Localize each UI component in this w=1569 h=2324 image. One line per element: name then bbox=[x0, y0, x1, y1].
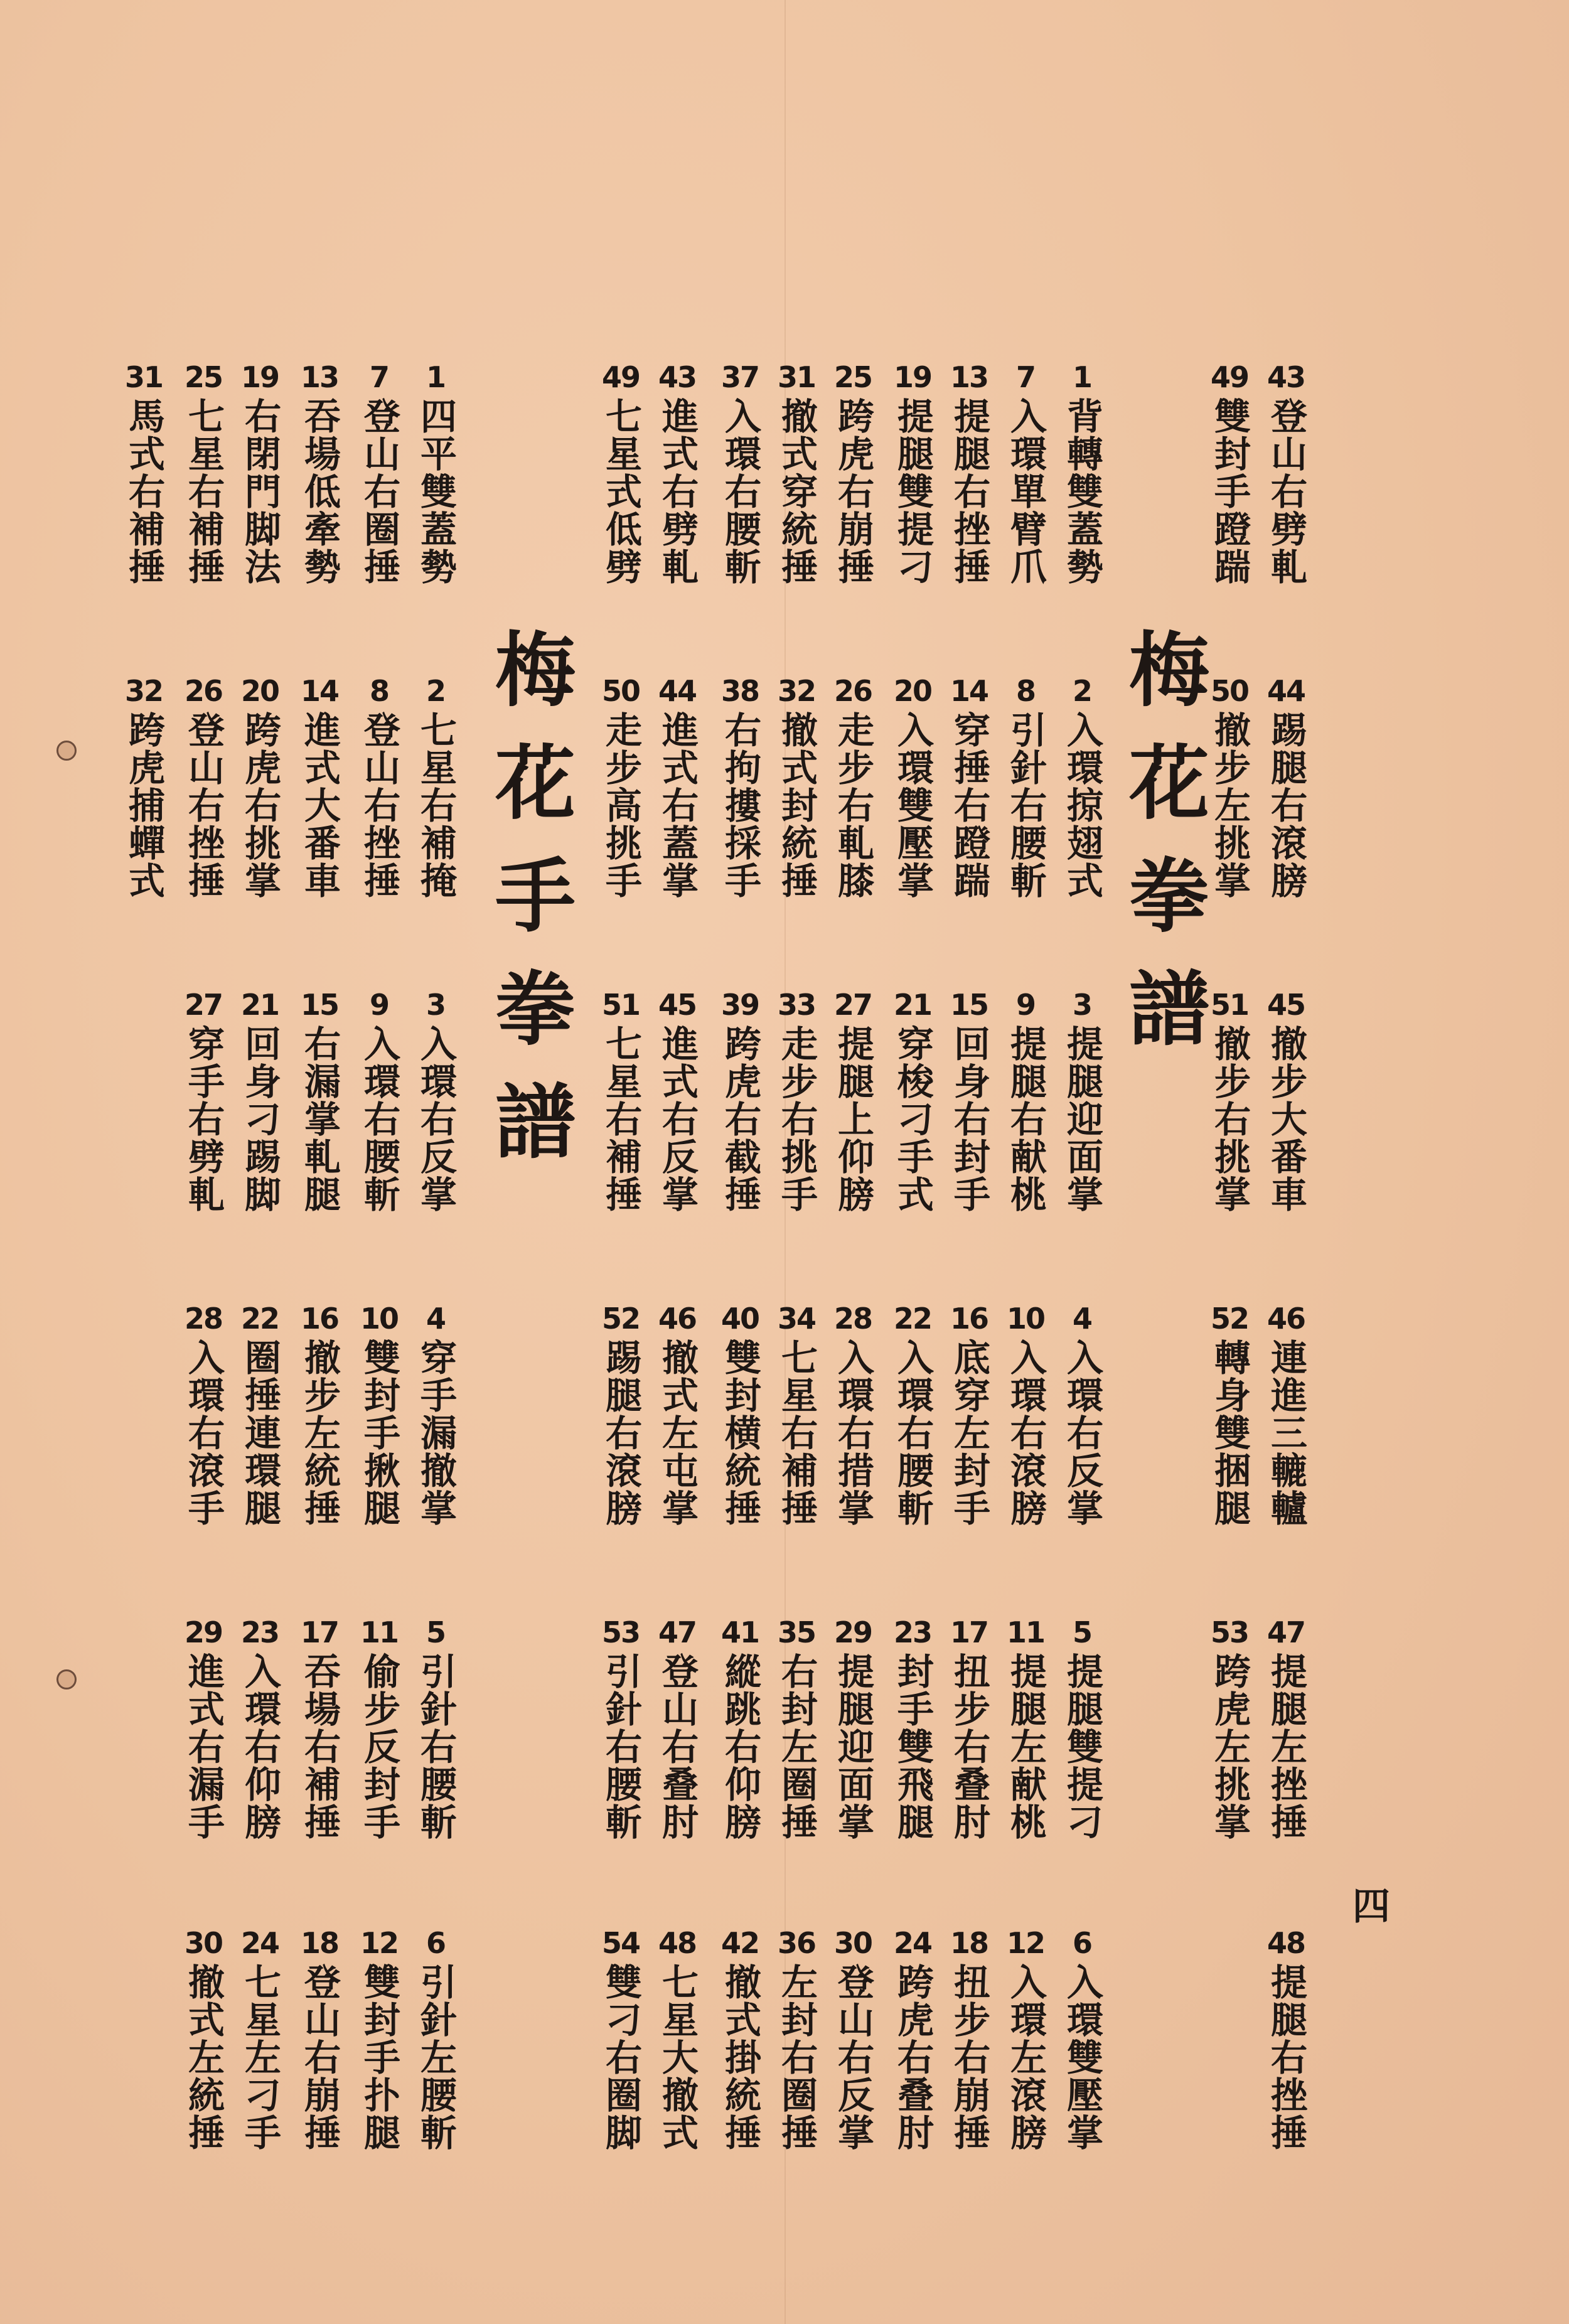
entry-number: 54 bbox=[601, 1926, 640, 1960]
entry-number: 29 bbox=[184, 1615, 222, 1649]
entry-text: 扭步右崩捶 bbox=[948, 1963, 990, 2151]
continuation-entry bbox=[1202, 1302, 1257, 1527]
entry-number: 46 bbox=[658, 1302, 696, 1336]
entry-number: 29 bbox=[833, 1615, 872, 1649]
entry-number: 2 bbox=[1072, 674, 1091, 708]
continuation-entry bbox=[1258, 1927, 1314, 2151]
entry-number: 5 bbox=[426, 1615, 445, 1649]
entry-text: 撤式左統捶 bbox=[182, 1963, 225, 2151]
mh-quanpu-entry bbox=[998, 361, 1053, 586]
entry-text: 撤式封統捶 bbox=[775, 711, 818, 899]
entry-number: 12 bbox=[360, 1926, 398, 1960]
mh-quanpu-entry bbox=[769, 1616, 824, 1841]
mh-quanpu-entry bbox=[1054, 1616, 1110, 1841]
entry-text: 入環右措掌 bbox=[832, 1339, 874, 1527]
entry-number: 13 bbox=[950, 360, 988, 394]
entry-number: 30 bbox=[833, 1926, 872, 1960]
mh-quanpu-entry bbox=[941, 675, 997, 899]
entry-number: 7 bbox=[369, 360, 388, 394]
mh-shouquanpu-entry bbox=[176, 988, 231, 1213]
entry-text: 七星式低劈 bbox=[599, 397, 642, 586]
entry-number: 43 bbox=[658, 360, 696, 394]
entry-number: 52 bbox=[1210, 1302, 1248, 1336]
mh-quanpu-entry bbox=[885, 1616, 940, 1841]
mh-shouquanpu-entry bbox=[232, 988, 287, 1213]
entry-number: 12 bbox=[1006, 1926, 1044, 1960]
entry-number: 28 bbox=[184, 1302, 222, 1336]
entry-number: 42 bbox=[720, 1926, 759, 1960]
entry-number: 10 bbox=[1006, 1302, 1044, 1336]
entry-number: 1 bbox=[426, 360, 445, 394]
mh-quanpu-entry bbox=[941, 1927, 997, 2151]
entry-text: 入環單臂爪 bbox=[1004, 397, 1047, 586]
continuation-entry bbox=[1258, 361, 1314, 586]
continuation-entry bbox=[1258, 988, 1314, 1213]
entry-number: 20 bbox=[240, 674, 279, 708]
entry-number: 6 bbox=[426, 1926, 445, 1960]
entry-text: 走步右軋膝 bbox=[832, 711, 874, 899]
entry-text: 吞場低牽勢 bbox=[298, 397, 341, 586]
entry-text: 穿手漏撤掌 bbox=[414, 1339, 457, 1527]
entry-text: 進式右劈軋 bbox=[656, 397, 699, 586]
mh-quanpu-entry bbox=[712, 361, 768, 586]
entry-number: 25 bbox=[833, 360, 872, 394]
entry-number: 8 bbox=[1015, 674, 1035, 708]
entry-text: 偷步反封手 bbox=[358, 1652, 400, 1841]
entry-number: 5 bbox=[1072, 1615, 1091, 1649]
entry-text: 提腿左献桃 bbox=[1004, 1652, 1047, 1841]
entry-number: 35 bbox=[777, 1615, 815, 1649]
entry-number: 11 bbox=[1006, 1615, 1044, 1649]
entry-number: 8 bbox=[369, 674, 388, 708]
mh-quanpu-entry bbox=[941, 1616, 997, 1841]
heading-meihua-quanpu: 梅花拳譜 bbox=[1115, 628, 1209, 1079]
entry-text: 回身右封手 bbox=[948, 1025, 990, 1213]
mh-shouquanpu-entry bbox=[116, 361, 171, 586]
entry-text: 提腿右挫捶 bbox=[1265, 1963, 1307, 2151]
entry-text: 縱跳右仰膀 bbox=[719, 1652, 761, 1841]
entry-number: 48 bbox=[658, 1926, 696, 1960]
mh-quanpu-entry bbox=[825, 361, 881, 586]
mh-shouquanpu-entry bbox=[408, 361, 463, 586]
entry-number: 24 bbox=[893, 1926, 931, 1960]
mh-shouquanpu-entry bbox=[351, 1302, 407, 1527]
entry-text: 踢腿右滾膀 bbox=[599, 1339, 642, 1527]
entry-text: 跨虎右叠肘 bbox=[891, 1963, 934, 2151]
entry-number: 39 bbox=[720, 988, 759, 1022]
entry-text: 入環右反掌 bbox=[1061, 1339, 1103, 1527]
entry-text: 七星右補捶 bbox=[599, 1025, 642, 1213]
entry-number: 16 bbox=[950, 1302, 988, 1336]
continuation-entry bbox=[1202, 361, 1257, 586]
entry-text: 撤步左統捶 bbox=[298, 1339, 341, 1527]
mh-shouquanpu-entry bbox=[408, 1616, 463, 1841]
mh-shouquanpu-entry bbox=[292, 675, 347, 899]
entry-text: 入環左滾膀 bbox=[1004, 1963, 1047, 2151]
entry-number: 47 bbox=[658, 1615, 696, 1649]
entry-number: 49 bbox=[1210, 360, 1248, 394]
entry-text: 走步右挑手 bbox=[775, 1025, 818, 1213]
entry-text: 跨虎左挑掌 bbox=[1208, 1652, 1251, 1841]
entry-text: 登山右挫捶 bbox=[358, 711, 400, 899]
mh-quanpu-entry bbox=[650, 988, 705, 1213]
mh-quanpu-entry bbox=[593, 988, 648, 1213]
mh-shouquanpu-entry bbox=[408, 675, 463, 899]
entry-text: 入環掠翅式 bbox=[1061, 711, 1103, 899]
mh-quanpu-entry bbox=[769, 988, 824, 1213]
binding-hole bbox=[56, 1669, 77, 1689]
entry-text: 雙封手扑腿 bbox=[358, 1963, 400, 2151]
mh-quanpu-entry bbox=[885, 988, 940, 1213]
entry-text: 雙封手揪腿 bbox=[358, 1339, 400, 1527]
entry-number: 17 bbox=[950, 1615, 988, 1649]
entry-text: 提腿迎面掌 bbox=[832, 1652, 874, 1841]
entry-number: 21 bbox=[240, 988, 279, 1022]
mh-quanpu-entry bbox=[593, 1302, 648, 1527]
entry-number: 17 bbox=[300, 1615, 338, 1649]
entry-number: 38 bbox=[720, 674, 759, 708]
entry-text: 雙刁右圈脚 bbox=[599, 1963, 642, 2151]
entry-text: 撤步右挑掌 bbox=[1208, 1025, 1251, 1213]
entry-text: 穿捶右蹬踹 bbox=[948, 711, 990, 899]
mh-shouquanpu-entry bbox=[292, 988, 347, 1213]
entry-text: 踢腿右滾膀 bbox=[1265, 711, 1307, 899]
entry-text: 進式右反掌 bbox=[656, 1025, 699, 1213]
entry-text: 雙封手蹬踹 bbox=[1208, 397, 1251, 586]
continuation-entry bbox=[1202, 1616, 1257, 1841]
entry-text: 入環右滾膀 bbox=[1004, 1339, 1047, 1527]
mh-shouquanpu-entry bbox=[116, 675, 171, 899]
heading-meihua-shouquanpu: 梅花手拳譜 bbox=[481, 628, 576, 1192]
entry-text: 提腿雙提刁 bbox=[891, 397, 934, 586]
entry-number: 31 bbox=[124, 360, 163, 394]
entry-text: 撤式左屯掌 bbox=[656, 1339, 699, 1527]
mh-quanpu-entry bbox=[650, 361, 705, 586]
mh-quanpu-entry bbox=[885, 675, 940, 899]
mh-shouquanpu-entry bbox=[351, 988, 407, 1213]
entry-number: 21 bbox=[893, 988, 931, 1022]
entry-text: 轉身雙捆腿 bbox=[1208, 1339, 1251, 1527]
mh-quanpu-entry bbox=[593, 1927, 648, 2151]
entry-number: 50 bbox=[1210, 674, 1248, 708]
entry-number: 44 bbox=[658, 674, 696, 708]
entry-text: 背轉雙蓋勢 bbox=[1061, 397, 1103, 586]
entry-number: 23 bbox=[893, 1615, 931, 1649]
entry-number: 14 bbox=[950, 674, 988, 708]
entry-number: 24 bbox=[240, 1926, 279, 1960]
mh-shouquanpu-entry bbox=[176, 361, 231, 586]
entry-number: 4 bbox=[1072, 1302, 1091, 1336]
mh-quanpu-entry bbox=[825, 1302, 881, 1527]
mh-quanpu-entry bbox=[941, 361, 997, 586]
mh-shouquanpu-entry bbox=[351, 675, 407, 899]
entry-number: 27 bbox=[833, 988, 872, 1022]
entry-number: 33 bbox=[777, 988, 815, 1022]
entry-number: 4 bbox=[426, 1302, 445, 1336]
entry-text: 跨虎捕蟬式 bbox=[122, 711, 165, 899]
entry-text: 進式右蓋掌 bbox=[656, 711, 699, 899]
entry-text: 四平雙蓋勢 bbox=[414, 397, 457, 586]
entry-number: 9 bbox=[1015, 988, 1035, 1022]
entry-text: 七星大撤式 bbox=[656, 1963, 699, 2151]
mh-shouquanpu-entry bbox=[351, 361, 407, 586]
mh-quanpu-entry bbox=[650, 1616, 705, 1841]
mh-quanpu-entry bbox=[650, 675, 705, 899]
entry-text: 右封左圈捶 bbox=[775, 1652, 818, 1841]
entry-text: 入環雙壓掌 bbox=[1061, 1963, 1103, 2151]
entry-number: 40 bbox=[720, 1302, 759, 1336]
entry-text: 提腿右挫捶 bbox=[948, 397, 990, 586]
entry-number: 46 bbox=[1266, 1302, 1305, 1336]
mh-quanpu-entry bbox=[885, 1927, 940, 2151]
mh-quanpu-entry bbox=[712, 988, 768, 1213]
entry-number: 10 bbox=[360, 1302, 398, 1336]
entry-text: 登山右圈捶 bbox=[358, 397, 400, 586]
page-number: 四 bbox=[1352, 1885, 1390, 1929]
entry-number: 15 bbox=[950, 988, 988, 1022]
mh-quanpu-entry bbox=[885, 361, 940, 586]
mh-shouquanpu-entry bbox=[408, 1927, 463, 2151]
entry-number: 22 bbox=[240, 1302, 279, 1336]
entry-number: 3 bbox=[1072, 988, 1091, 1022]
entry-number: 52 bbox=[601, 1302, 640, 1336]
entry-number: 53 bbox=[601, 1615, 640, 1649]
entry-text: 穿梭刁手式 bbox=[891, 1025, 934, 1213]
entry-number: 14 bbox=[300, 674, 338, 708]
entry-text: 七星左刁手 bbox=[238, 1963, 281, 2151]
mh-shouquanpu-entry bbox=[351, 1927, 407, 2151]
mh-quanpu-entry bbox=[593, 361, 648, 586]
entry-text: 七星右補掩 bbox=[414, 711, 457, 899]
mh-quanpu-entry bbox=[1054, 361, 1110, 586]
entry-number: 18 bbox=[950, 1926, 988, 1960]
entry-number: 51 bbox=[601, 988, 640, 1022]
entry-text: 引針右腰斬 bbox=[599, 1652, 642, 1841]
entry-text: 提腿上仰膀 bbox=[832, 1025, 874, 1213]
entry-number: 41 bbox=[720, 1615, 759, 1649]
mh-quanpu-entry bbox=[769, 1927, 824, 2151]
entry-number: 48 bbox=[1266, 1926, 1305, 1960]
entry-text: 右閉門脚法 bbox=[238, 397, 281, 586]
mh-quanpu-entry bbox=[885, 1302, 940, 1527]
entry-text: 七星右補捶 bbox=[775, 1339, 818, 1527]
entry-number: 9 bbox=[369, 988, 388, 1022]
mh-quanpu-entry bbox=[769, 1302, 824, 1527]
mh-quanpu-entry bbox=[712, 1616, 768, 1841]
entry-text: 入環右腰斬 bbox=[891, 1339, 934, 1527]
continuation-entry bbox=[1258, 675, 1314, 899]
entry-text: 登山右叠肘 bbox=[656, 1652, 699, 1841]
entry-number: 15 bbox=[300, 988, 338, 1022]
entry-text: 跨虎右挑掌 bbox=[238, 711, 281, 899]
entry-text: 吞場右補捶 bbox=[298, 1652, 341, 1841]
entry-text: 回身刁踢脚 bbox=[238, 1025, 281, 1213]
mh-shouquanpu-entry bbox=[176, 1302, 231, 1527]
mh-shouquanpu-entry bbox=[292, 1616, 347, 1841]
entry-text: 穿手右劈軋 bbox=[182, 1025, 225, 1213]
entry-number: 49 bbox=[601, 360, 640, 394]
entry-text: 進式大番車 bbox=[298, 711, 341, 899]
entry-text: 圈捶連環腿 bbox=[238, 1339, 281, 1527]
entry-text: 跨虎右崩捶 bbox=[832, 397, 874, 586]
entry-number: 44 bbox=[1266, 674, 1305, 708]
mh-quanpu-entry bbox=[1054, 1302, 1110, 1527]
mh-quanpu-entry bbox=[712, 675, 768, 899]
entry-number: 1 bbox=[1072, 360, 1091, 394]
entry-text: 左封右圈捶 bbox=[775, 1963, 818, 2151]
continuation-entry bbox=[1258, 1616, 1314, 1841]
entry-text: 底穿左封手 bbox=[948, 1339, 990, 1527]
mh-quanpu-entry bbox=[1054, 675, 1110, 899]
entry-text: 引針左腰斬 bbox=[414, 1963, 457, 2151]
entry-number: 45 bbox=[1266, 988, 1305, 1022]
entry-number: 11 bbox=[360, 1615, 398, 1649]
entry-text: 提腿右献桃 bbox=[1004, 1025, 1047, 1213]
entry-text: 入環雙壓掌 bbox=[891, 711, 934, 899]
entry-number: 32 bbox=[777, 674, 815, 708]
mh-quanpu-entry bbox=[998, 1616, 1053, 1841]
entry-text: 登山右劈軋 bbox=[1265, 397, 1307, 586]
entry-number: 45 bbox=[658, 988, 696, 1022]
entry-text: 入環右滾手 bbox=[182, 1339, 225, 1527]
mh-quanpu-entry bbox=[998, 1302, 1053, 1527]
mh-quanpu-entry bbox=[941, 1302, 997, 1527]
mh-shouquanpu-entry bbox=[408, 1302, 463, 1527]
entry-text: 提腿左挫捶 bbox=[1265, 1652, 1307, 1841]
entry-number: 18 bbox=[300, 1926, 338, 1960]
mh-shouquanpu-entry bbox=[351, 1616, 407, 1841]
mh-shouquanpu-entry bbox=[232, 1302, 287, 1527]
mh-quanpu-entry bbox=[1054, 1927, 1110, 2151]
mh-shouquanpu-entry bbox=[292, 361, 347, 586]
mh-quanpu-entry bbox=[593, 675, 648, 899]
entry-number: 22 bbox=[893, 1302, 931, 1336]
mh-shouquanpu-entry bbox=[232, 1927, 287, 2151]
mh-quanpu-entry bbox=[769, 675, 824, 899]
entry-number: 53 bbox=[1210, 1615, 1248, 1649]
mh-quanpu-entry bbox=[825, 1616, 881, 1841]
entry-number: 23 bbox=[240, 1615, 279, 1649]
mh-shouquanpu-entry bbox=[292, 1927, 347, 2151]
entry-text: 封手雙飛腿 bbox=[891, 1652, 934, 1841]
entry-number: 19 bbox=[893, 360, 931, 394]
mh-quanpu-entry bbox=[593, 1616, 648, 1841]
mh-quanpu-entry bbox=[712, 1927, 768, 2151]
entry-text: 登山右反掌 bbox=[832, 1963, 874, 2151]
entry-text: 入環右反掌 bbox=[414, 1025, 457, 1213]
entry-text: 入環右腰斬 bbox=[358, 1025, 400, 1213]
entry-number: 20 bbox=[893, 674, 931, 708]
mh-shouquanpu-entry bbox=[292, 1302, 347, 1527]
entry-number: 37 bbox=[720, 360, 759, 394]
entry-text: 跨虎右截捶 bbox=[719, 1025, 761, 1213]
binding-hole bbox=[56, 741, 77, 761]
entry-number: 51 bbox=[1210, 988, 1248, 1022]
entry-number: 47 bbox=[1266, 1615, 1305, 1649]
entry-text: 馬式右補捶 bbox=[122, 397, 165, 586]
mh-quanpu-entry bbox=[650, 1302, 705, 1527]
entry-text: 提腿迎面掌 bbox=[1061, 1025, 1103, 1213]
entry-text: 右漏掌軋腿 bbox=[298, 1025, 341, 1213]
entry-text: 登山右崩捶 bbox=[298, 1963, 341, 2151]
entry-text: 雙封横統捶 bbox=[719, 1339, 761, 1527]
entry-text: 撤式掛統捶 bbox=[719, 1963, 761, 2151]
entry-number: 50 bbox=[601, 674, 640, 708]
mh-quanpu-entry bbox=[1054, 988, 1110, 1213]
entry-number: 28 bbox=[833, 1302, 872, 1336]
entry-number: 32 bbox=[124, 674, 163, 708]
entry-number: 26 bbox=[833, 674, 872, 708]
mh-quanpu-entry bbox=[650, 1927, 705, 2151]
entry-number: 2 bbox=[426, 674, 445, 708]
entry-text: 撤式穿統捶 bbox=[775, 397, 818, 586]
entry-number: 27 bbox=[184, 988, 222, 1022]
entry-number: 26 bbox=[184, 674, 222, 708]
mh-shouquanpu-entry bbox=[408, 988, 463, 1213]
entry-text: 七星右補捶 bbox=[182, 397, 225, 586]
entry-text: 連進三轆轤 bbox=[1265, 1339, 1307, 1527]
entry-number: 6 bbox=[1072, 1926, 1091, 1960]
mh-quanpu-entry bbox=[825, 988, 881, 1213]
mh-shouquanpu-entry bbox=[232, 675, 287, 899]
mh-shouquanpu-entry bbox=[232, 361, 287, 586]
entry-text: 提腿雙提刁 bbox=[1061, 1652, 1103, 1841]
mh-shouquanpu-entry bbox=[176, 1616, 231, 1841]
entry-text: 登山右挫捶 bbox=[182, 711, 225, 899]
entry-text: 進式右漏手 bbox=[182, 1652, 225, 1841]
entry-text: 引針右腰斬 bbox=[414, 1652, 457, 1841]
mh-quanpu-entry bbox=[998, 1927, 1053, 2151]
entry-number: 34 bbox=[777, 1302, 815, 1336]
entry-number: 31 bbox=[777, 360, 815, 394]
entry-text: 走步高挑手 bbox=[599, 711, 642, 899]
mh-quanpu-entry bbox=[712, 1302, 768, 1527]
mh-quanpu-entry bbox=[825, 675, 881, 899]
mh-shouquanpu-entry bbox=[176, 1927, 231, 2151]
entry-number: 16 bbox=[300, 1302, 338, 1336]
mh-quanpu-entry bbox=[825, 1927, 881, 2151]
entry-text: 撤步大番車 bbox=[1265, 1025, 1307, 1213]
entry-number: 25 bbox=[184, 360, 222, 394]
entry-number: 13 bbox=[300, 360, 338, 394]
entry-text: 入環右腰斬 bbox=[719, 397, 761, 586]
entry-text: 扭步右叠肘 bbox=[948, 1652, 990, 1841]
entry-number: 36 bbox=[777, 1926, 815, 1960]
mh-quanpu-entry bbox=[998, 675, 1053, 899]
continuation-entry bbox=[1258, 1302, 1314, 1527]
entry-text: 右拘摟採手 bbox=[719, 711, 761, 899]
mh-shouquanpu-entry bbox=[232, 1616, 287, 1841]
mh-quanpu-entry bbox=[998, 988, 1053, 1213]
entry-number: 43 bbox=[1266, 360, 1305, 394]
entry-text: 引針右腰斬 bbox=[1004, 711, 1047, 899]
entry-number: 30 bbox=[184, 1926, 222, 1960]
entry-number: 19 bbox=[240, 360, 279, 394]
mh-quanpu-entry bbox=[941, 988, 997, 1213]
entry-number: 7 bbox=[1015, 360, 1035, 394]
entry-number: 3 bbox=[426, 988, 445, 1022]
entry-text: 撤步左挑掌 bbox=[1208, 711, 1251, 899]
mh-quanpu-entry bbox=[769, 361, 824, 586]
mh-shouquanpu-entry bbox=[176, 675, 231, 899]
entry-text: 入環右仰膀 bbox=[238, 1652, 281, 1841]
